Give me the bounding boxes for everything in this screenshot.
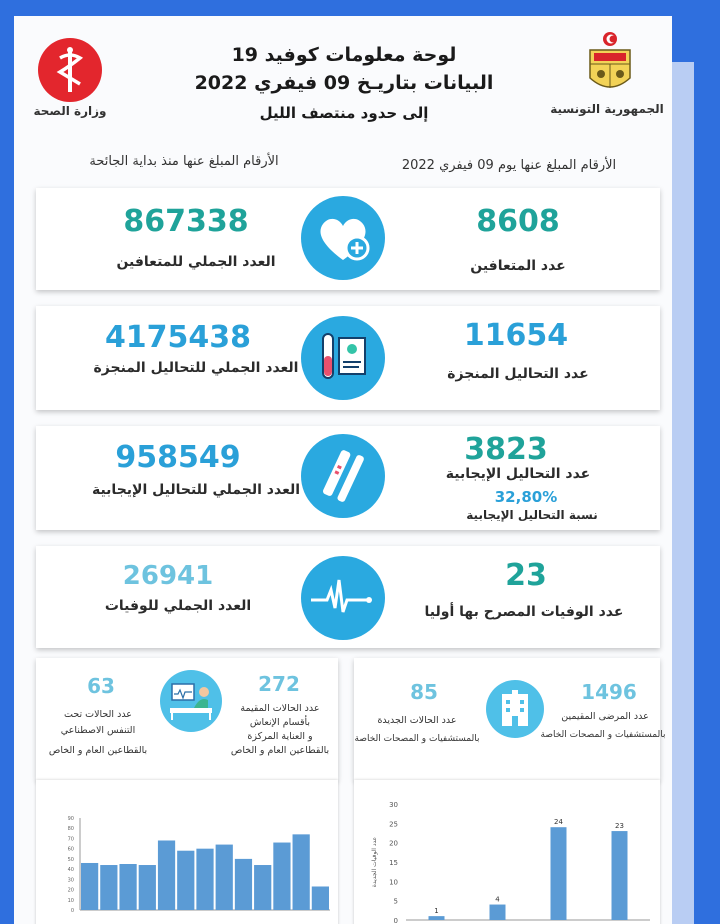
- recoveries-icon-circle: [301, 196, 385, 280]
- ventilation-label-1: عدد الحالات تحت: [64, 709, 132, 720]
- chart-left-y-tick: 20: [67, 887, 74, 894]
- total-deaths-label: العدد الجملي للوفيات: [104, 598, 252, 614]
- card-recoveries: [36, 188, 660, 290]
- chart-left-y-tick: 90: [67, 816, 74, 822]
- page-note: إلى حدود منتصف الليل: [259, 104, 429, 122]
- chart-left-y-tick: 40: [67, 867, 74, 874]
- daily-deaths-label: عدد الوفيات المصرح بها أوليا: [424, 604, 624, 620]
- chart-left-bar: [216, 845, 233, 910]
- chart-card-left: [36, 780, 338, 924]
- total-recoveries-value: 867338: [123, 204, 249, 239]
- ministry-logo: [38, 38, 102, 102]
- chart-left-y-tick: 80: [67, 826, 74, 833]
- chart-left-y-tick: 60: [67, 846, 74, 853]
- card-hospital-admissions: [354, 658, 666, 780]
- republic-name: الجمهورية التونسية: [550, 102, 664, 116]
- card-tests: [36, 306, 660, 410]
- daily-tests-label: عدد التحاليل المنجزة: [447, 366, 589, 382]
- card-deaths: [36, 546, 660, 648]
- chart-right-y-tick: 20: [389, 839, 398, 848]
- hospitalized-value: 1496: [581, 680, 637, 704]
- daily-recoveries-label: عدد المتعافين: [470, 258, 566, 274]
- daily-tests-value: 11654: [463, 318, 569, 353]
- chart-left-bar: [235, 859, 252, 910]
- hospital-bed-icon: [160, 670, 222, 732]
- chart-right-y-tick: 15: [389, 859, 398, 867]
- total-tests-value: 4175438: [104, 320, 252, 355]
- icu-label-2: بأقسام الإنعاش: [249, 717, 311, 728]
- ventilation-label-2: التنفس الاصطناعي: [60, 725, 136, 736]
- tests-icon-circle: [301, 316, 385, 400]
- building-icon-circle: [486, 680, 544, 738]
- daily-positives-label: عدد التحاليل الإيجابية: [445, 466, 591, 482]
- total-positives-value: 958549: [115, 440, 241, 475]
- test-tube-document-icon: [301, 316, 385, 400]
- column-title-cumulative: الأرقام المبلغ عنها منذ بداية الجائحة: [89, 154, 279, 169]
- chart-left-y-tick: 10: [67, 897, 74, 904]
- total-recoveries-label: العدد الجملي للمتعافين: [116, 254, 276, 270]
- chart-right-data-label: 23: [615, 822, 624, 831]
- bed-icon-circle: [160, 670, 222, 732]
- ventilation-value: 63: [87, 674, 115, 698]
- new-admissions-value: 85: [410, 680, 438, 704]
- new-admissions-label-2: بالمستشفيات و المصحات الخاصة: [354, 734, 480, 744]
- chart-left-bar: [273, 843, 290, 910]
- chart-right-bar: [490, 905, 506, 920]
- chart-left-bar: [100, 865, 117, 910]
- dashboard-page: [14, 16, 672, 924]
- new-admissions-label-1: عدد الحالات الجديدة: [377, 715, 457, 726]
- chart-left-y-tick: 0: [70, 908, 74, 914]
- chart-right-svg: [354, 780, 660, 924]
- coat-of-arms-icon: [580, 30, 640, 100]
- chart-right-data-label: 1: [434, 907, 439, 916]
- chart-right-data-label: 4: [495, 895, 500, 904]
- icu-label-3: و العناية المركزة: [247, 731, 313, 742]
- chart-left-bar: [139, 865, 156, 910]
- positivity-rate-label: نسبة التحاليل الإيجابية: [466, 508, 598, 522]
- chart-left-svg: [36, 780, 338, 924]
- chart-right-y-tick: 30: [389, 801, 398, 809]
- chart-left-bar: [177, 851, 194, 910]
- positives-icon-circle: [301, 434, 385, 518]
- icu-label-4: بالقطاعين العام و الخاص: [230, 745, 330, 756]
- heart-plus-icon: [301, 196, 385, 280]
- chart-left-bar: [81, 863, 98, 910]
- chart-left-bar: [293, 834, 310, 910]
- chart-left-bar: [254, 865, 271, 910]
- daily-recoveries-value: 8608: [476, 204, 560, 239]
- daily-deaths-value: 23: [505, 558, 547, 593]
- total-tests-label: العدد الجملي للتحاليل المنجزة: [93, 360, 299, 376]
- icu-label-1: عدد الحالات المقيمة: [240, 703, 320, 714]
- page-subtitle: البيانات بتاريـخ 09 فيفري 2022: [194, 72, 494, 94]
- positivity-rate-value: 32,80%: [494, 488, 558, 506]
- deaths-icon-circle: [301, 556, 385, 640]
- chart-right-y-tick: 0: [393, 917, 398, 924]
- icu-value: 272: [258, 672, 300, 696]
- chart-left-bar: [312, 886, 329, 910]
- chart-left-bar: [196, 849, 213, 910]
- column-title-daily: الأرقام المبلغ عنها يوم 09 فيفري 2022: [401, 158, 617, 173]
- chart-left-y-tick: 50: [67, 856, 74, 863]
- chart-right-data-label: 24: [554, 818, 563, 827]
- card-hospital-critical: [36, 658, 338, 780]
- tunisia-coat-of-arms: [580, 30, 640, 100]
- page-shadow: [672, 62, 694, 924]
- rapid-test-icon: [301, 434, 385, 518]
- daily-positives-value: 3823: [464, 432, 548, 467]
- chart-left-bar: [119, 864, 136, 910]
- chart-right-bar: [612, 831, 628, 920]
- total-positives-label: العدد الجملي للتحاليل الإيجابية: [91, 482, 301, 498]
- chart-right-bar: [429, 916, 445, 920]
- ministry-name: وزارة الصحة: [33, 104, 107, 118]
- heartbeat-line-icon: [301, 556, 385, 640]
- hospital-building-icon: [486, 680, 544, 738]
- chart-right-bar: [551, 827, 567, 920]
- chart-right-y-tick: 25: [389, 820, 398, 829]
- chart-card-right: [354, 780, 660, 924]
- hospitalized-label-2: بالمستشفيات و المصحات الخاصة: [540, 730, 666, 740]
- card-positives: [36, 426, 660, 530]
- chart-left-y-tick: 70: [67, 836, 74, 843]
- chart-right-y-label: عدد الوفيات الجديدة: [371, 836, 378, 888]
- caduceus-icon: [38, 38, 102, 102]
- chart-left-y-tick: 30: [67, 877, 74, 884]
- chart-right-y-tick: 5: [393, 897, 398, 906]
- page-title: لوحة معلومات كوفيد 19: [231, 44, 457, 66]
- hospitalized-label-1: عدد المرضى المقيمين: [561, 711, 649, 722]
- ventilation-label-3: بالقطاعين العام و الخاص: [48, 745, 148, 756]
- total-deaths-value: 26941: [122, 561, 214, 591]
- chart-right-y-tick: 10: [389, 878, 398, 887]
- chart-left-bar: [158, 840, 175, 910]
